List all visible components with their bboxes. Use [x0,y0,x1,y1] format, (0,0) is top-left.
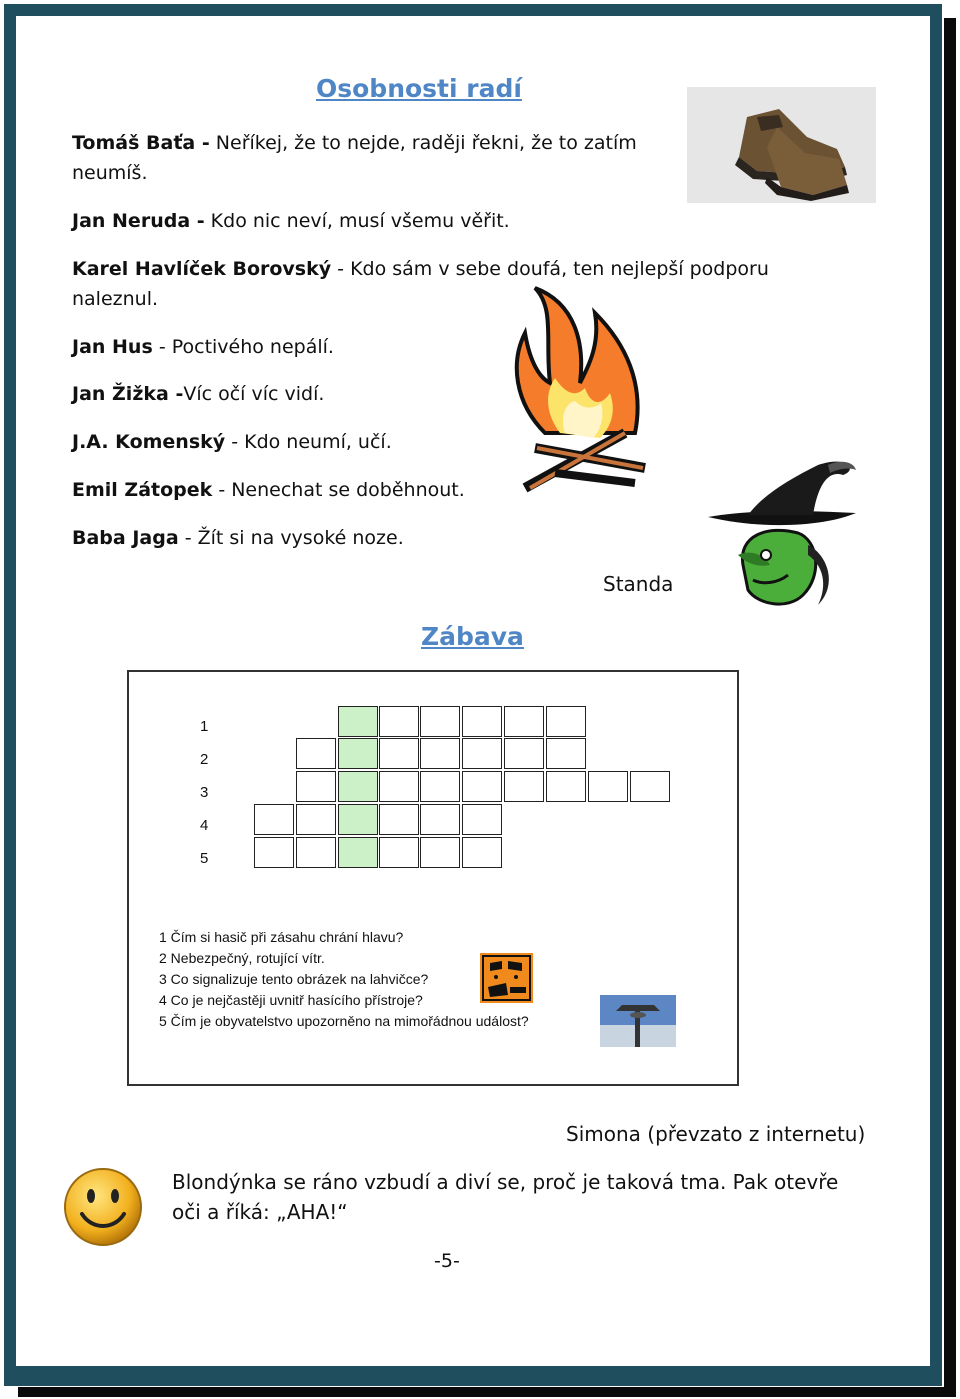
row-number-1: 1 [200,718,209,735]
witch-icon [708,455,858,613]
crossword-cell[interactable] [296,771,336,802]
crossword-cell[interactable] [296,738,336,769]
crossword-cell[interactable] [379,804,419,835]
crossword-cell[interactable] [630,771,670,802]
row-number-2: 2 [200,751,209,768]
crossword-cell[interactable] [420,837,460,868]
smiley-icon [62,1166,144,1248]
quote-baba-jaga: Baba Jaga - Žít si na vysoké noze. [72,527,404,549]
quote-komensky: J.A. Komenský - Kdo neumí, učí. [72,431,392,453]
crossword-cell[interactable] [338,837,378,868]
row-number-3: 3 [200,784,209,801]
crossword-cell[interactable] [462,706,502,737]
campfire-icon [505,283,655,498]
crossword-cell[interactable] [420,771,460,802]
crossword-cell[interactable] [254,804,294,835]
crossword-cell[interactable] [338,738,378,769]
question-1: 1 Čím si hasič při zásahu chrání hlavu? [159,929,404,945]
crossword-cell[interactable] [420,706,460,737]
crossword-cell[interactable] [504,738,544,769]
crossword-cell[interactable] [462,804,502,835]
shoe-icon [687,87,876,203]
quote-zizka: Jan Žižka -Víc očí víc vidí. [72,383,325,405]
quote-neruda: Jan Neruda - Kdo nic neví, musí všemu věřit. [72,210,510,232]
corrosive-icon [480,953,533,1003]
crossword-cell[interactable] [504,771,544,802]
question-2: 2 Nebezpečný, rotující vítr. [159,950,325,966]
quote-zatopek: Emil Zátopek - Nenechat se doběhnout. [72,479,465,501]
fun-title: Zábava [421,622,524,651]
crossword-cell[interactable] [379,738,419,769]
crossword-cell[interactable] [296,837,336,868]
crossword-cell[interactable] [296,804,336,835]
crossword-cell[interactable] [546,738,586,769]
crossword-cell[interactable] [462,837,502,868]
crossword-cell[interactable] [588,771,628,802]
crossword-cell[interactable] [420,738,460,769]
frame-shadow-bottom [18,1387,956,1397]
siren-icon [600,995,676,1047]
page-number: -5- [434,1250,460,1272]
crossword-cell[interactable] [420,804,460,835]
row-number-5: 5 [200,850,209,867]
crossword-cell[interactable] [379,837,419,868]
row-number-4: 4 [200,817,209,834]
crossword-cell[interactable] [379,706,419,737]
crossword-cell[interactable] [546,771,586,802]
question-5: 5 Čím je obyvatelstvo upozorněno na mimořádnou událost? [159,1013,529,1029]
signature-standa: Standa [603,572,674,596]
crossword-cell[interactable] [254,837,294,868]
joke-text: Blondýnka se ráno vzbudí a diví se, proč je taková tma. Pak otevře oči a říká: „AHA!“ [172,1170,839,1224]
crossword-cell[interactable] [338,804,378,835]
crossword-cell[interactable] [462,771,502,802]
quote-hus: Jan Hus - Poctivého nepálí. [72,336,334,358]
crossword-cell[interactable] [379,771,419,802]
question-3: 3 Co signalizuje tento obrázek na lahvičce? [159,971,429,987]
crossword-cell[interactable] [338,706,378,737]
crossword-cell[interactable] [338,771,378,802]
crossword-cell[interactable] [462,738,502,769]
signature-simona: Simona (převzato z internetu) [566,1122,866,1146]
quote-havlicek: Karel Havlíček Borovský - Kdo sám v sebe doufá, ten nejlepší podporu naleznul. [72,258,769,310]
crossword-cell[interactable] [504,706,544,737]
question-4: 4 Co je nejčastěji uvnitř hasícího přístroje? [159,992,423,1008]
crossword-cell[interactable] [546,706,586,737]
frame-shadow-right [944,18,956,1396]
quotes-title: Osobnosti radí [316,74,522,103]
quote-bata: Tomáš Baťa - Neříkej, že to nejde, raději řekni, že to zatím neumíš. [72,132,637,184]
